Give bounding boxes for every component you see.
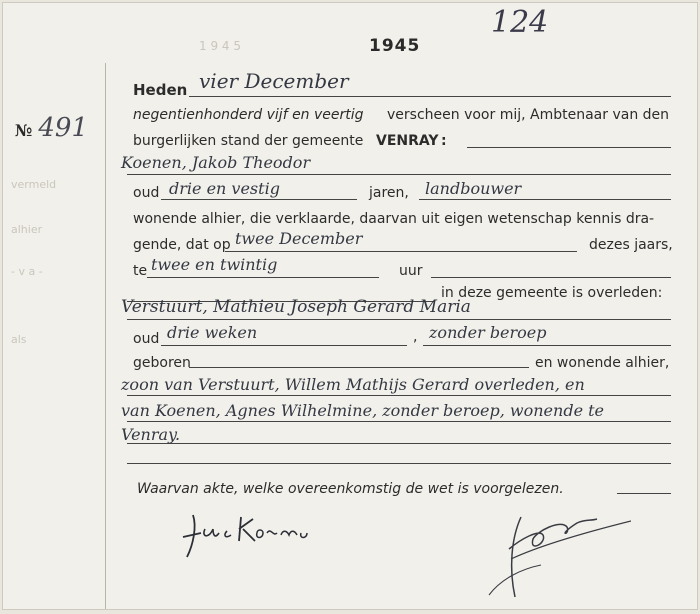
bleed-through-text: vermeld xyxy=(11,178,57,191)
bleed-through-text: alhier xyxy=(11,223,43,236)
line-7 xyxy=(127,231,671,255)
line-parents-3 xyxy=(121,425,671,449)
dezes-jaars: dezes jaars, xyxy=(589,237,673,253)
uur-label: uur xyxy=(399,263,423,279)
date-day: vier December xyxy=(199,69,349,93)
declarant-name: Koenen, Jakob Theodor xyxy=(121,153,311,172)
verscheen-text: verscheen voor mij, Ambtenaar van den xyxy=(387,107,670,123)
line-3 xyxy=(127,129,671,153)
bleed-through-text: als xyxy=(11,333,27,346)
rule xyxy=(419,199,671,200)
line-geboren xyxy=(127,351,671,375)
line-parents-2 xyxy=(121,399,671,423)
death-date: twee December xyxy=(235,229,363,248)
declarant-occupation: landbouwer xyxy=(425,179,522,198)
signature-registrar xyxy=(481,509,631,605)
burgerlijken-text: burgerlijken stand der gemeente xyxy=(133,133,364,149)
rule xyxy=(127,395,671,396)
rule xyxy=(127,463,671,464)
rule xyxy=(161,345,407,346)
wonende-text: wonende alhier, die verklaarde, daarvan uit eigen wetenschap kennis dra- xyxy=(133,211,655,227)
line-6 xyxy=(127,207,671,231)
line-age xyxy=(127,179,671,203)
record-number-label xyxy=(15,113,88,143)
rule xyxy=(147,277,379,278)
geboren-label: geboren xyxy=(133,355,191,371)
deceased-name: Verstuurt, Mathieu Joseph Gerard Maria xyxy=(121,297,471,317)
year-words: negentienhonderd vijf en veertig xyxy=(133,107,364,123)
wonende-alhier-text: en wonende alhier, xyxy=(535,355,670,371)
overleden-text: in deze gemeente is overleden: xyxy=(441,285,663,301)
signature-declarant-drawing xyxy=(179,507,339,567)
line-parents-1 xyxy=(121,373,671,397)
parents-line-1: zoon van Verstuurt, Willem Mathijs Gerard overleden, en xyxy=(121,375,585,394)
heden-label: Heden xyxy=(133,81,188,99)
civil-death-record-page xyxy=(2,2,698,610)
rule xyxy=(127,443,671,444)
oud-label-2: oud xyxy=(133,331,160,347)
rule xyxy=(189,367,529,368)
colon: : xyxy=(441,133,447,149)
jaren-label: jaren, xyxy=(369,185,409,201)
record-prefix: № xyxy=(15,121,33,140)
line-closing xyxy=(127,479,671,503)
rule xyxy=(225,251,577,252)
line-heden xyxy=(127,69,671,99)
comma: , xyxy=(413,329,418,345)
deceased-occupation: zonder beroep xyxy=(429,323,547,342)
closing-text: Waarvan akte, welke overeenkomstig de wet is voorgelezen. xyxy=(137,481,564,497)
rule xyxy=(467,147,671,148)
line-blank xyxy=(127,449,671,473)
page-year: 1945 xyxy=(369,36,421,56)
te-label: te xyxy=(133,263,148,279)
bleed-through-text: 1 9 4 5 xyxy=(199,39,241,53)
parents-line-2: van Koenen, Agnes Wilhelmine, zonder beroep, wonende te xyxy=(121,401,605,420)
line-deceased-age xyxy=(127,325,671,349)
rule xyxy=(431,277,671,278)
page-annotation: 124 xyxy=(491,5,549,40)
deceased-age: drie weken xyxy=(167,323,258,342)
rule xyxy=(161,199,357,200)
margin-rule xyxy=(105,63,106,610)
gende-text: gende, dat op xyxy=(133,237,231,253)
line-8 xyxy=(127,257,671,281)
declarant-age: drie en vestig xyxy=(169,179,280,198)
record-number: 491 xyxy=(38,113,89,143)
signature-declarant xyxy=(179,507,339,567)
line-deceased xyxy=(121,297,671,323)
oud-label: oud xyxy=(133,185,160,201)
bleed-through-text: - v a - xyxy=(11,265,43,278)
municipality: VENRAY xyxy=(376,133,439,149)
death-time: twee en twintig xyxy=(151,255,278,274)
rule xyxy=(189,96,671,97)
parents-line-3: Venray. xyxy=(121,425,181,444)
rule xyxy=(423,345,671,346)
signature-registrar-drawing xyxy=(481,509,631,605)
rule xyxy=(127,174,671,175)
rule xyxy=(127,319,671,320)
rule xyxy=(617,493,671,494)
line-declarant xyxy=(121,153,671,177)
line-2 xyxy=(127,103,671,127)
rule xyxy=(127,421,671,422)
